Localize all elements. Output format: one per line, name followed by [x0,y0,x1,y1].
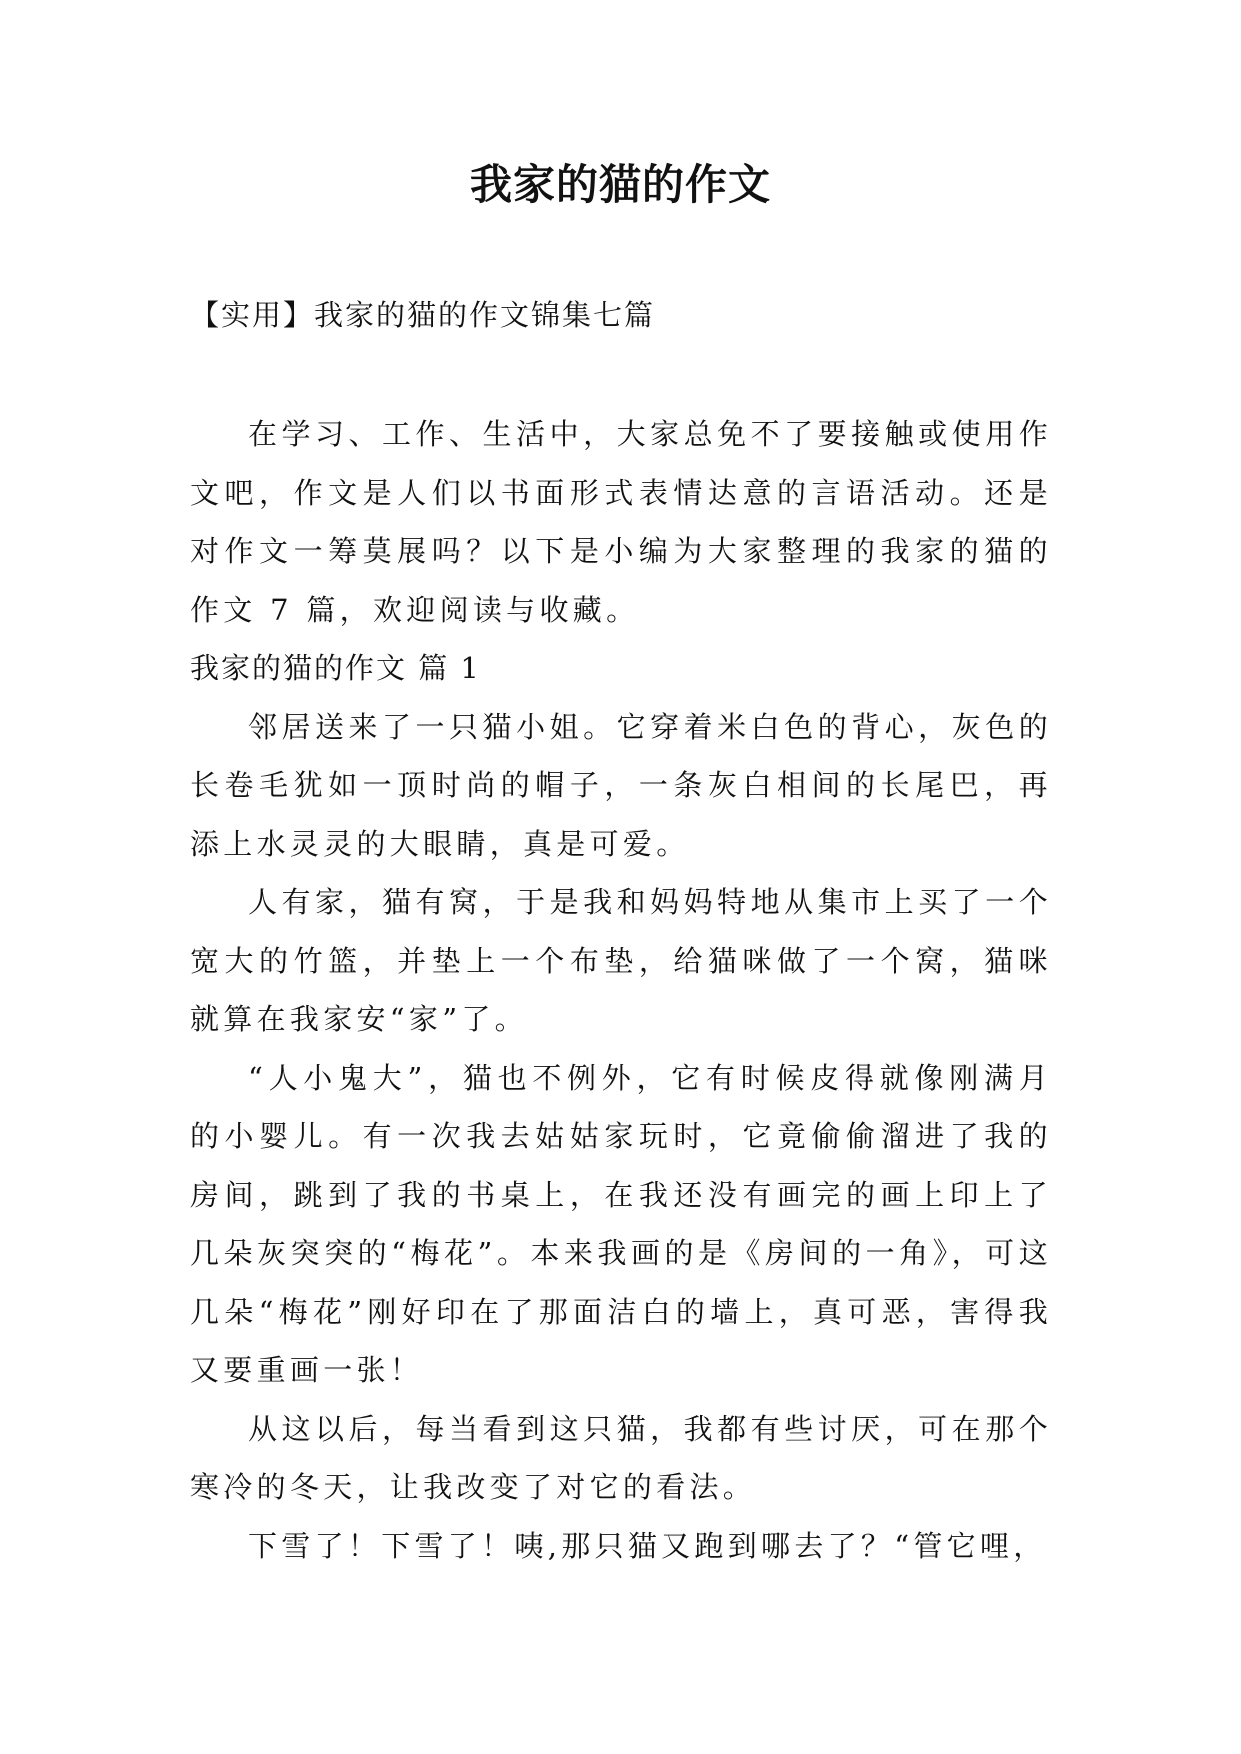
body-paragraph: 人有家，猫有窝，于是我和妈妈特地从集市上买了一个宽大的竹篮，并垫上一个布垫，给猫咪做了一个窝，猫咪就算在我家安“家”了。 [190,885,1052,1036]
document-body [190,405,1052,1575]
body-paragraph: 下雪了！下雪了！咦,那只猫又跑到哪去了？“管它哩， [248,1528,1047,1563]
body-paragraph: “人小鬼大”，猫也不例外，它有时候皮得就像刚满月的小婴儿。有一次我去姑姑家玩时，它竟偷偷溜进了我的房间，跳到了我的书桌上，在我还没有画完的画上印上了几朵灰突突的“梅花”。本来我画的是《房间的一角》，可这几朵“梅花”刚好印在了那面洁白的墙上，真可恶，害得我又要重画一张！ [190,1060,1052,1387]
document-title: 我家的猫的作文 [469,160,771,209]
body-paragraph: 从这以后，每当看到这只猫，我都有些讨厌，可在那个寒冷的冬天，让我改变了对它的看法。 [190,1411,1052,1504]
section-heading: 我家的猫的作文 篇 1 [190,651,481,685]
body-paragraph: 邻居送来了一只猫小姐。它穿着米白色的背心，灰色的长卷毛犹如一顶时尚的帽子，一条灰白相间的长尾巴，再添上水灵灵的大眼睛，真是可爱。 [190,709,1052,861]
intro-paragraph: 在学习、工作、生活中，大家总免不了要接触或使用作文吧，作文是人们以书面形式表情达意的言语活动。还是对作文一筹莫展吗？以下是小编为大家整理的我家的猫的作文 7 篇，欢迎阅读与收藏。 [190,417,1052,627]
document-subtitle: 【实用】我家的猫的作文锦集七篇 [190,298,656,332]
